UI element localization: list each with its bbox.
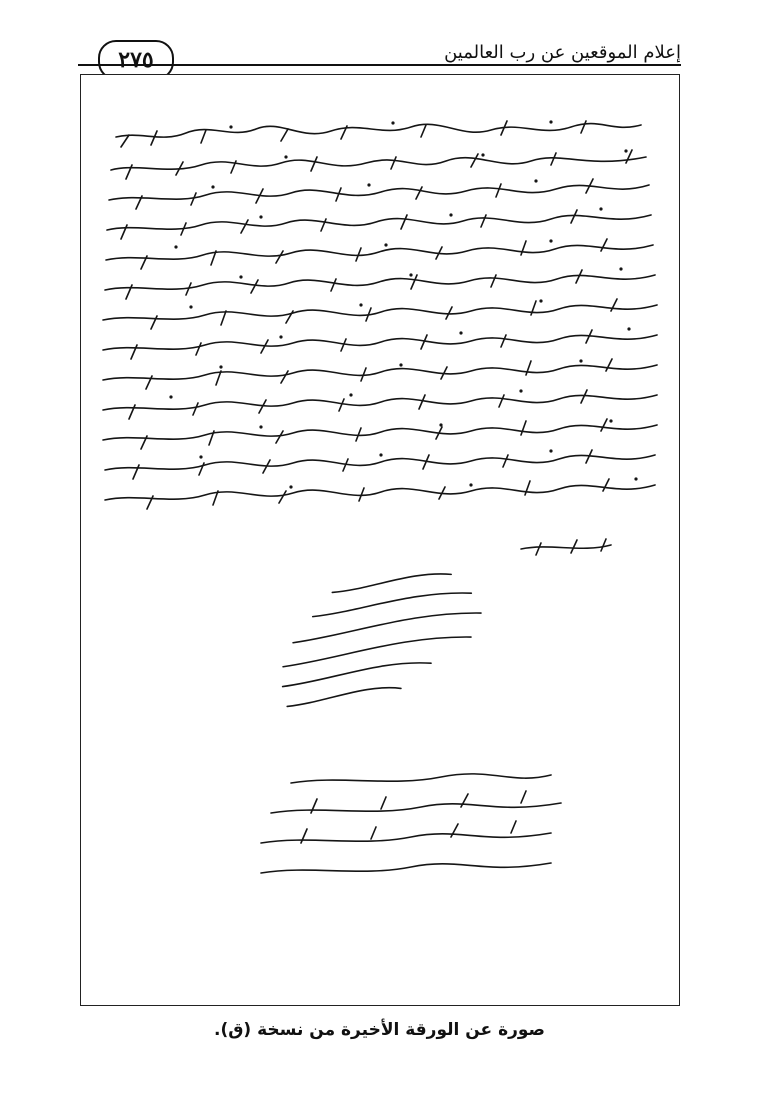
manuscript-image-frame	[80, 74, 680, 1006]
manuscript-handwriting	[81, 75, 679, 1005]
manuscript-image	[81, 75, 679, 1005]
figure-caption: صورة عن الورقة الأخيرة من نسخة (ق).	[214, 1020, 545, 1040]
header-divider	[78, 64, 681, 66]
book-title: إعلام الموقعين عن رب العالمين	[444, 42, 681, 63]
page-number: ٢٧٥	[98, 40, 174, 80]
